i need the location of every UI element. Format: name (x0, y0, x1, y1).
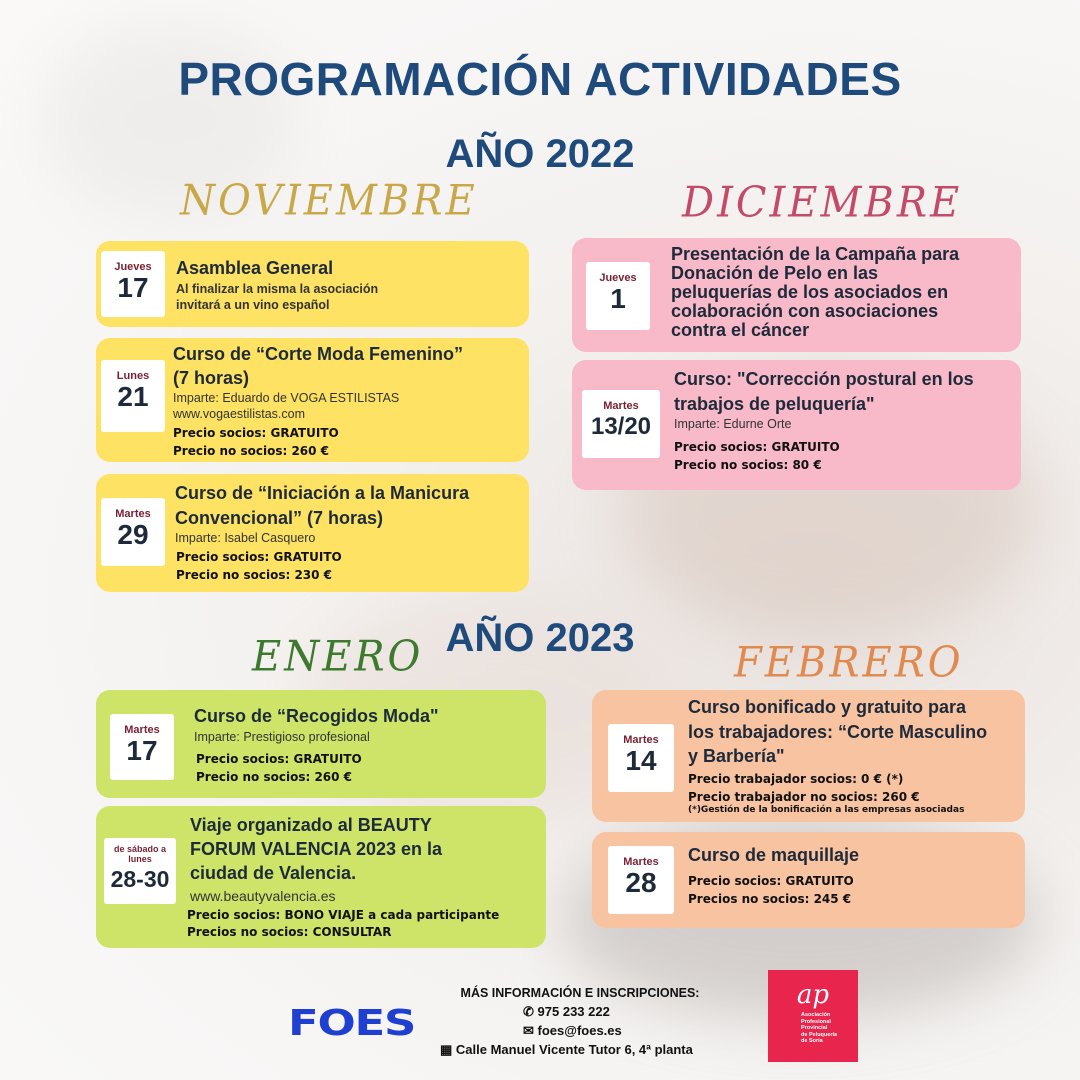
date-weekday: Jueves (599, 272, 637, 284)
event-instructor: Imparte: Eduardo de VOGA ESTILISTAS (173, 391, 400, 405)
event-title: Curso de “Iniciación a la Manicura (175, 483, 470, 503)
event-title: trabajos de peluquería" (674, 394, 875, 414)
price-non-members: Precio no socios: 260 € (173, 444, 330, 458)
event-title: Asamblea General (176, 258, 334, 278)
event-card-corte-moda (96, 338, 529, 462)
mail-icon: ✉ (523, 1023, 534, 1038)
month-noviembre: NOVIEMBRE (180, 176, 478, 226)
date-badge (608, 846, 674, 914)
price-non-members: Precios no socios: 245 € (688, 892, 852, 906)
event-title: colaboración con asociaciones (671, 301, 939, 321)
date-number: 17 (117, 272, 149, 303)
event-card-donacion-pelo (572, 238, 1021, 352)
price-members: Precio socios: GRATUITO (176, 550, 342, 564)
address-text: Calle Manuel Vicente Tutor 6, 4ª planta (455, 1042, 693, 1057)
date-weekday: Martes (623, 734, 659, 746)
date-badge (608, 724, 674, 792)
event-title: Curso de “Recogidos Moda" (194, 706, 439, 726)
email-contact[interactable] (523, 1023, 622, 1039)
event-title: FORUM VALENCIA 2023 en la (190, 839, 443, 859)
ap-logo (768, 970, 858, 1062)
event-title: Donación de Pelo en las (671, 263, 879, 283)
date-badge (110, 714, 174, 780)
date-number: 21 (117, 381, 149, 412)
year-2022-heading: AÑO 2022 (445, 132, 635, 176)
date-number: 14 (625, 745, 657, 776)
date-number: 29 (117, 519, 149, 550)
date-weekday: Martes (115, 508, 151, 520)
event-title: (7 horas) (173, 368, 250, 388)
date-weekday: Martes (603, 400, 639, 412)
ap-logo-text: Asociación Profesional Provincial de Peluquería de Soria (801, 1012, 838, 1044)
date-weekday: Jueves (114, 261, 152, 273)
event-instructor: Imparte: Prestigioso profesional (194, 730, 370, 744)
date-badge (586, 262, 650, 330)
building-icon: ▦ (440, 1042, 453, 1057)
event-title: ciudad de Valencia. (190, 863, 357, 883)
price-members: Precio socios: GRATUITO (674, 440, 840, 454)
price-members: Precio socios: GRATUITO (688, 874, 854, 888)
event-title: contra el cáncer (671, 320, 810, 340)
bonus-note: (*)Gestión de la bonificación a las empresas asociadas (688, 805, 965, 815)
event-card-asamblea (96, 241, 529, 327)
month-enero: ENERO (252, 632, 424, 682)
price-members: Precio socios: GRATUITO (196, 752, 362, 766)
phone-icon: ✆ (523, 1004, 534, 1019)
date-weekday: Martes (623, 856, 659, 868)
event-title: los trabajadores: “Corte Masculino (688, 722, 988, 742)
event-title: y Barbería" (688, 746, 785, 766)
month-febrero: FEBRERO (734, 638, 964, 688)
date-badge (101, 251, 165, 317)
event-card-recogidos (96, 690, 546, 798)
event-title: Presentación de la Campaña para (671, 244, 960, 264)
address-contact (440, 1042, 693, 1058)
date-number: 1 (610, 283, 626, 314)
event-title: Curso de “Corte Moda Femenino” (173, 344, 464, 364)
event-title: Curso de maquillaje (688, 845, 860, 865)
price-members: Precio trabajador socios: 0 € (*) (688, 772, 904, 786)
ap-logo-mark: ap (796, 980, 830, 1010)
info-heading: MÁS INFORMACIÓN E INSCRIPCIONES: (460, 986, 700, 1000)
month-diciembre: DICIEMBRE (682, 178, 963, 228)
phone-contact[interactable] (523, 1004, 610, 1020)
event-title: peluquerías de los asociados en (671, 282, 949, 302)
foes-logo: FOES (288, 1003, 416, 1044)
date-badge (104, 838, 176, 904)
date-number: 28 (625, 867, 657, 898)
email-address: foes@foes.es (537, 1023, 622, 1038)
event-website[interactable]: www.beautyvalencia.es (190, 888, 336, 904)
date-number: 17 (126, 735, 158, 766)
price-non-members: Precio no socios: 80 € (674, 458, 822, 472)
event-instructor: Imparte: Edurne Orte (674, 417, 792, 431)
price-non-members: Precio trabajador no socios: 260 € (688, 790, 920, 804)
price-members: Precio socios: BONO VIAJE a cada participante (187, 908, 500, 922)
event-title: Convencional” (7 horas) (175, 508, 384, 528)
date-badge (582, 390, 660, 458)
event-title: Curso bonificado y gratuito para (688, 697, 967, 717)
event-instructor: Imparte: Isabel Casquero (175, 531, 316, 545)
event-subtitle: Al finalizar la misma la asociación (176, 282, 379, 296)
event-subtitle: invitará a un vino español (176, 298, 330, 312)
date-weekday: Martes (124, 724, 160, 736)
price-non-members: Precio no socios: 260 € (196, 770, 353, 784)
date-badge (101, 360, 165, 432)
date-number: 13/20 (590, 413, 652, 440)
date-weekday: lunes (128, 854, 152, 864)
date-weekday: de sábado a (113, 844, 167, 854)
event-card-beauty-forum (96, 806, 546, 948)
event-title: Curso: "Corrección postural en los (674, 369, 974, 389)
price-non-members: Precios no socios: CONSULTAR (187, 925, 392, 939)
event-website[interactable]: www.vogaestilistas.com (173, 407, 305, 421)
date-number: 28-30 (110, 866, 170, 892)
date-badge (101, 498, 165, 566)
phone-number: 975 233 222 (537, 1004, 610, 1019)
event-card-manicura (96, 474, 529, 592)
event-card-maquillaje (592, 832, 1025, 928)
date-weekday: Lunes (116, 370, 150, 382)
event-card-correccion-postural (572, 360, 1021, 490)
price-non-members: Precio no socios: 230 € (176, 568, 333, 582)
page-title: PROGRAMACIÓN ACTIVIDADES (178, 53, 902, 105)
price-members: Precio socios: GRATUITO (173, 426, 339, 440)
event-card-corte-masculino (592, 690, 1025, 822)
year-2023-heading: AÑO 2023 (445, 616, 635, 660)
event-title: Viaje organizado al BEAUTY (190, 815, 432, 835)
